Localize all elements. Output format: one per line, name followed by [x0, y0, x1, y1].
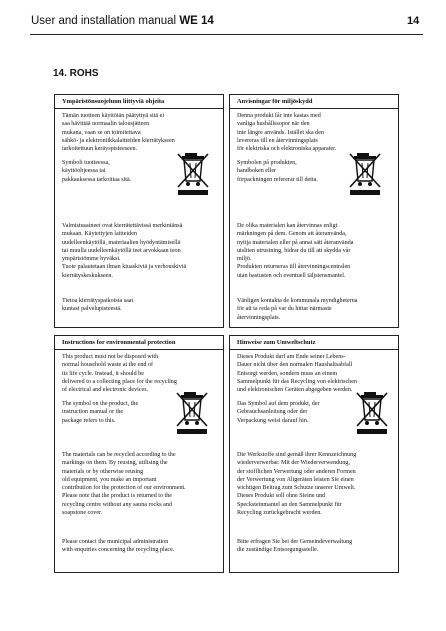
page-number: 14: [407, 15, 420, 27]
english-paragraph-4: Please contact the municipal administration with enquiries concerning the recycling place.: [62, 539, 175, 554]
finnish-box-title: Ympäristönsuojeluun liittyviä ohjeita: [62, 98, 165, 105]
swedish-box-title: Anvisningar för miljöskydd: [237, 98, 313, 105]
weee-crossed-bin-icon: [175, 151, 211, 195]
swedish-paragraph-1: Denna produkt får inte kastas med vanliga hushållssopor när den inte längre används. Istället ska den levereras till en återvinningsplats för elektriska och elektroniska apparater.: [237, 113, 337, 153]
german-paragraph-4: Bitte erfragen Sie bei der Gemeindeverwaltung die zuständige Entsorgungsstelle.: [237, 539, 353, 554]
german-instructions-box: [229, 335, 399, 573]
swedish-instructions-box: [229, 94, 399, 328]
german-paragraph-1: Dieses Produkt darf am Ende seiner Lebens- Dauer nicht über den normalen Haushaltsabfall Entsorgt werden, sondern muss an einem Sammelpunkt für das Recycling von elektrischen und elektronischen Geräten abgegeben werden.: [237, 354, 357, 394]
document-title-model: WE 14: [179, 15, 214, 27]
german-box-title: Hinweise zum Umweltschutz: [237, 339, 316, 346]
swedish-paragraph-3: De olika materialen kan återvinnas enligt märkningen på dem. Genom att återanvända, nyttja materialen eller på annat sätt återanvända utsliten utrustning, bidrar du till att skydda vår miljö. Produkten returneras till återvinningscentralen utan bastusten och eventuell täljstensmantel.: [237, 223, 354, 279]
weee-crossed-bin-icon: [354, 390, 390, 434]
finnish-title-rule: [55, 108, 223, 109]
finnish-paragraph-1: Tämän tuotteen käyttöiän päätyttyä sitä ei saa hävittää normaalin talousjätteen mukana, vaan se on toimitettava sähkö- ja elektroniikkalaitteiden kierrätykseen tarkoitettuun keräyspisteeseen.: [62, 113, 175, 153]
english-title-rule: [55, 349, 223, 350]
english-paragraph-3: The materials can be recycled according to the markings on them. By reusing, utilising the materials or by otherwise reusing old equipment, you make an important contribution for the protection of our environment. Please note that the product is returned to the recycling centre without any sauna rocks and soapstone cover.: [62, 452, 186, 517]
swedish-title-rule: [230, 108, 398, 109]
english-paragraph-1: This product must not be disposed with normal household waste at the end of its life cycle. Instead, it should be delivered to a collecting place for the recycling of electrical and electronic devices.: [62, 354, 177, 394]
swedish-paragraph-4: Vänligen kontakta de kommunala myndigheterna för att ta reda på var du hittar närmaste återvinningsplats.: [237, 298, 358, 321]
document-title-text: User and installation manual: [31, 15, 180, 27]
finnish-instructions-box: [54, 94, 224, 328]
section-heading: 14. ROHS: [53, 68, 99, 79]
english-paragraph-2: The symbol on the product, the instruction manual or the package refers to this.: [62, 401, 139, 424]
english-box-title: Instructions for environmental protection: [62, 339, 176, 346]
weee-crossed-bin-icon: [347, 151, 383, 195]
german-paragraph-2: Das Symbol auf dem produkt, der Gebrauchsanleitung oder der Verpackung weist darauf hin.: [237, 401, 320, 424]
weee-crossed-bin-icon: [174, 390, 210, 434]
finnish-paragraph-3: Valmistusaineet ovat kierrätettävissä merkintänsä mukaan. Käytettyjen laitteiden uudelleenkäytöllä, materiaalien hyödyntämisellä tai muulla uudelleenkäytöllä teet arvokkaan teon ympäristömme hyväksi. Tuote palautetaan ilman kiuaskiviä ja verhouskiviä kierrätyskeskukseen.: [62, 223, 187, 279]
header-rule: [30, 34, 423, 35]
english-instructions-box: [54, 335, 224, 573]
finnish-paragraph-2: Symboli tuotteessa, käyttöohjeessa tai pakkauksessa tarkoittaa sitä.: [62, 160, 132, 183]
german-paragraph-3: Die Werkstoffe sind gemäß ihrer Kennzeichnung wiederverwerbar. Mit der Wiederverwendung, der stofflichen Verwertung oder anderen Formen der Verwertung von Altgeräten leisten Sie einen wichtigen Beitrag zum Schutze unserer Umwelt. Dieses Produkt soll ohne Steine und Specksteinmantel an den Sammelpunkt für Recycling zurückgebracht werden.: [237, 452, 357, 517]
swedish-paragraph-2: Symbolen på produkten, handboken eller förpackningen refererar till detta.: [237, 160, 318, 183]
document-title: [31, 15, 214, 27]
german-title-rule: [230, 349, 398, 350]
finnish-paragraph-4: Tietoa kierrätyspaikoista saat kuntasi palvelupisteestä.: [62, 298, 134, 313]
